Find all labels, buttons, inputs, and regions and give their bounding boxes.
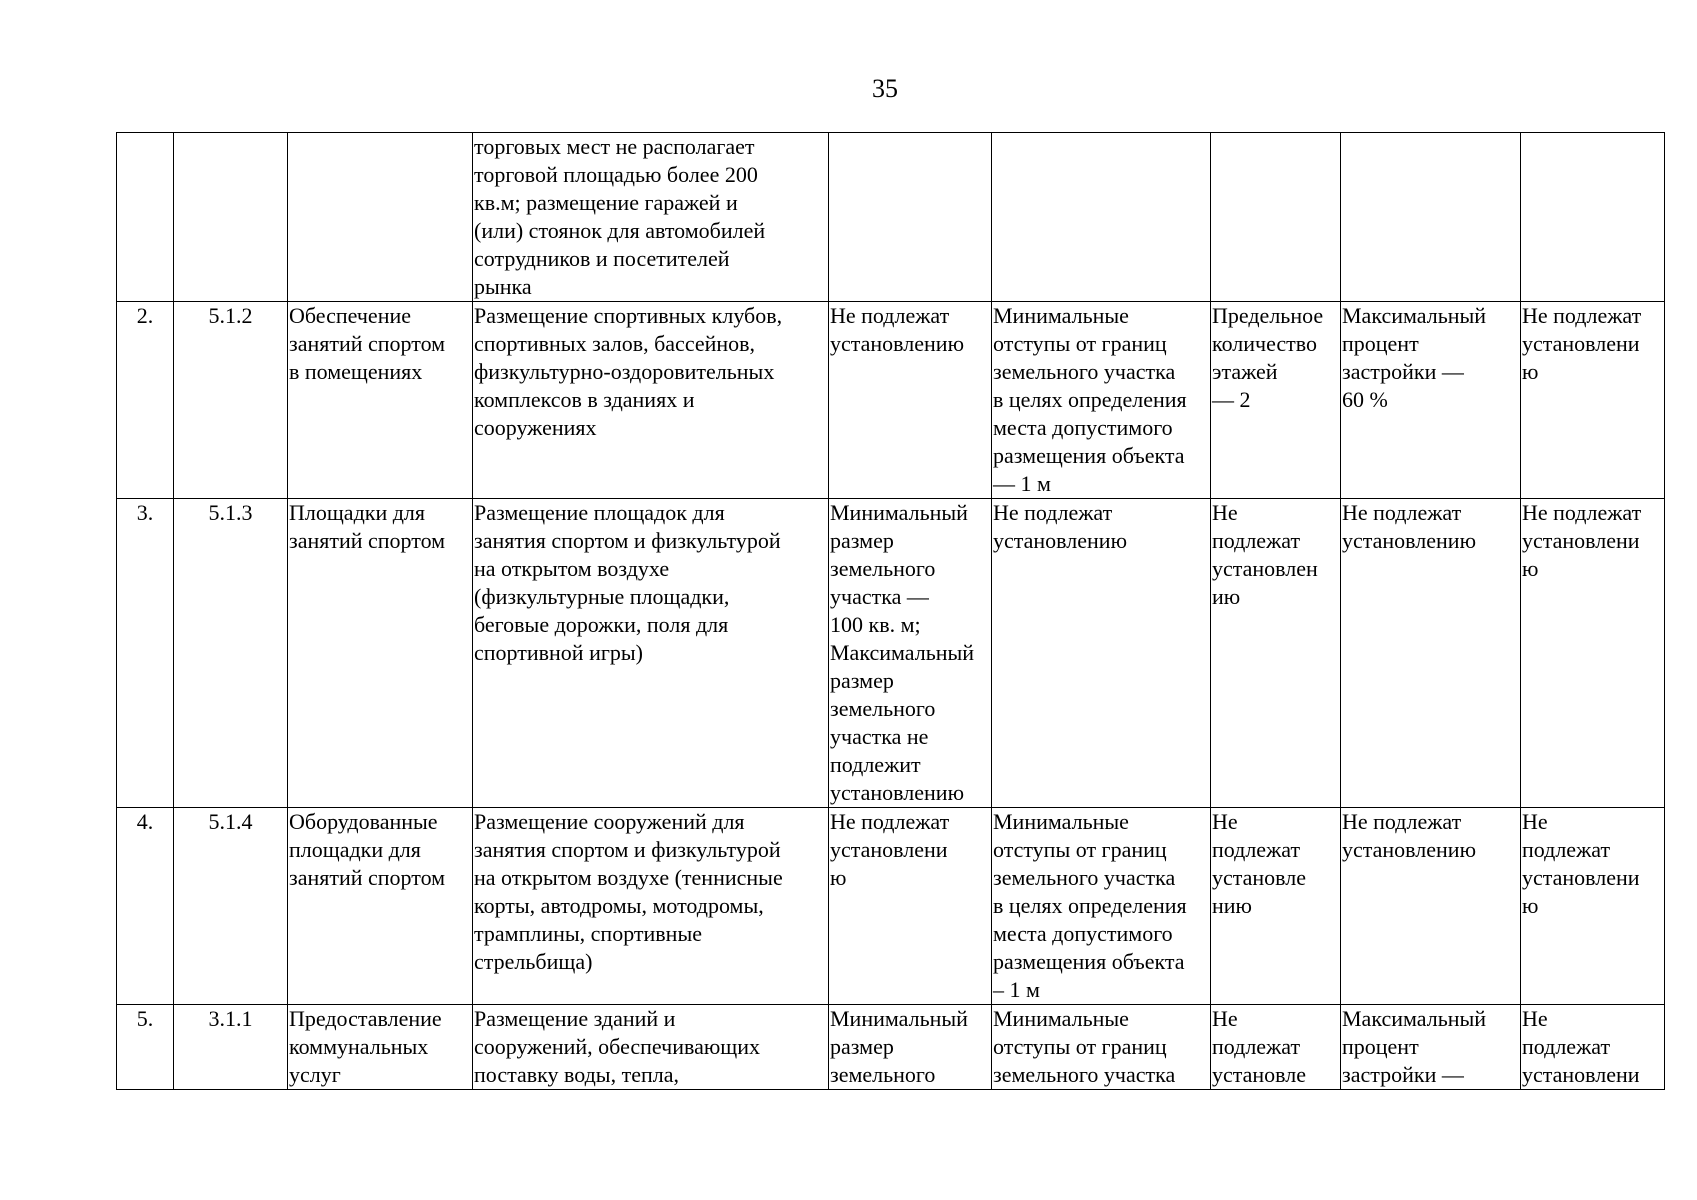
table-row <box>117 808 1665 1005</box>
land-use-regulations-table <box>116 132 1665 1090</box>
cell-coverage: Не подлежат установлению <box>1341 808 1521 1005</box>
cell-setbacks: Минимальные отступы от границ земельного участка <box>992 1005 1211 1090</box>
cell-use-description: торговых мест не располагает торговой площадью более 200 кв.м; размещение гаражей и (или) стоянок для автомобилей сотрудников и посетителей рынка <box>473 133 829 302</box>
cell-use-name: Оборудованные площадки для занятий спортом <box>288 808 473 1005</box>
table-row <box>117 133 1665 302</box>
page-number: 35 <box>872 74 898 103</box>
cell-other <box>1521 133 1665 302</box>
cell-use-description: Размещение площадок для занятия спортом и физкультурой на открытом воздухе (физкультурные площадки, беговые дорожки, поля для спортивной игры) <box>473 499 829 808</box>
cell-plot-size: Минимальный размер земельного <box>829 1005 992 1090</box>
cell-use-name: Предоставление коммунальных услуг <box>288 1005 473 1090</box>
cell-plot-size: Не подлежат установлени ю <box>829 808 992 1005</box>
cell-plot-size: Минимальный размер земельного участка — 100 кв. м; Максимальный размер земельного участка не подлежит установлению <box>829 499 992 808</box>
cell-floors: Не подлежат установлен ию <box>1211 499 1341 808</box>
table-row <box>117 302 1665 499</box>
cell-use-name: Обеспечение занятий спортом в помещениях <box>288 302 473 499</box>
cell-code: 5.1.3 <box>174 499 288 808</box>
cell-use-description: Размещение зданий и сооружений, обеспечивающих поставку воды, тепла, <box>473 1005 829 1090</box>
cell-number: 2. <box>117 302 174 499</box>
cell-number: 5. <box>117 1005 174 1090</box>
cell-number: 3. <box>117 499 174 808</box>
cell-plot-size <box>829 133 992 302</box>
cell-other: Не подлежат установлени ю <box>1521 808 1665 1005</box>
cell-coverage: Не подлежат установлению <box>1341 499 1521 808</box>
cell-use-description: Размещение спортивных клубов, спортивных залов, бассейнов, физкультурно-оздоровительных комплексов в зданиях и сооружениях <box>473 302 829 499</box>
cell-use-name: Площадки для занятий спортом <box>288 499 473 808</box>
cell-coverage: Максимальный процент застройки — 60 % <box>1341 302 1521 499</box>
cell-use-description: Размещение сооружений для занятия спортом и физкультурой на открытом воздухе (теннисные корты, автодромы, мотодромы, трамплины, спортивные стрельбища) <box>473 808 829 1005</box>
cell-setbacks: Минимальные отступы от границ земельного участка в целях определения места допустимого размещения объекта — 1 м <box>992 302 1211 499</box>
cell-plot-size: Не подлежат установлению <box>829 302 992 499</box>
cell-code: 5.1.2 <box>174 302 288 499</box>
table-row <box>117 499 1665 808</box>
cell-floors: Не подлежат установле <box>1211 1005 1341 1090</box>
cell-code <box>174 133 288 302</box>
cell-use-name <box>288 133 473 302</box>
cell-other: Не подлежат установлени <box>1521 1005 1665 1090</box>
cell-code: 5.1.4 <box>174 808 288 1005</box>
cell-other: Не подлежат установлени ю <box>1521 499 1665 808</box>
cell-floors <box>1211 133 1341 302</box>
cell-number: 4. <box>117 808 174 1005</box>
cell-floors: Предельное количество этажей — 2 <box>1211 302 1341 499</box>
cell-setbacks <box>992 133 1211 302</box>
cell-number <box>117 133 174 302</box>
table-row <box>117 1005 1665 1090</box>
cell-coverage: Максимальный процент застройки — <box>1341 1005 1521 1090</box>
cell-floors: Не подлежат установле нию <box>1211 808 1341 1005</box>
cell-code: 3.1.1 <box>174 1005 288 1090</box>
cell-other: Не подлежат установлени ю <box>1521 302 1665 499</box>
cell-setbacks: Минимальные отступы от границ земельного участка в целях определения места допустимого размещения объекта – 1 м <box>992 808 1211 1005</box>
cell-setbacks: Не подлежат установлению <box>992 499 1211 808</box>
cell-coverage <box>1341 133 1521 302</box>
